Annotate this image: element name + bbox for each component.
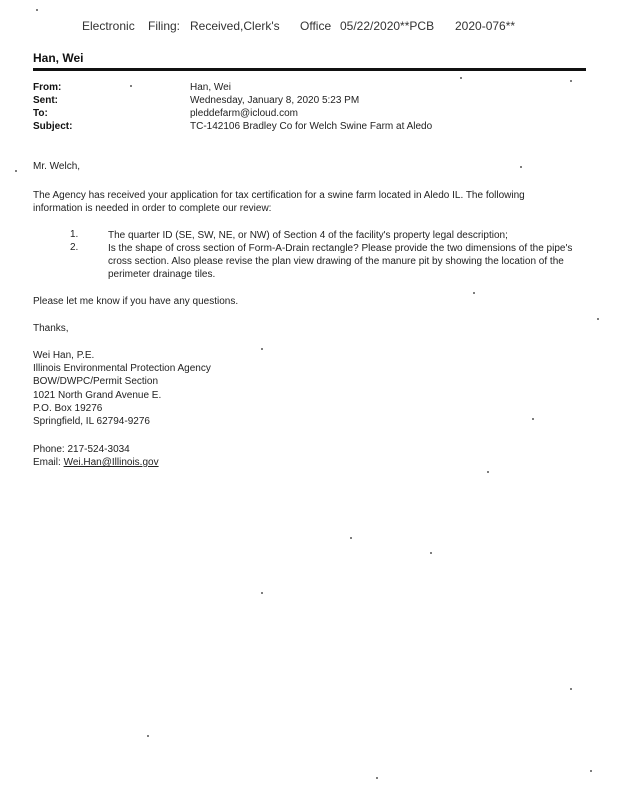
sender-name: Han, Wei (33, 51, 84, 65)
signature-city: Springfield, IL 62794-9276 (33, 416, 150, 427)
scan-speck (487, 471, 489, 473)
scan-speck (376, 777, 378, 779)
sent-value: Wednesday, January 8, 2020 5:23 PM (190, 95, 360, 106)
subject-value: TC-142106 Bradley Co for Welch Swine Farm at Aledo (190, 121, 433, 132)
closing-line: Please let me know if you have any questions. (33, 296, 239, 307)
greeting: Mr. Welch, (33, 161, 81, 172)
filing-office: Office (300, 19, 332, 33)
thanks-line: Thanks, (33, 323, 69, 334)
scan-speck (597, 318, 599, 320)
scan-speck (147, 735, 149, 737)
to-value: pleddefarm@icloud.com (190, 108, 298, 119)
filing-number: 2020-076** (455, 19, 516, 33)
filing-electronic: Electronic (82, 19, 135, 33)
signature-name: Wei Han, P.E. (33, 350, 95, 361)
scan-speck (350, 537, 352, 539)
header-rule (33, 68, 586, 71)
list-item-number: 1. (70, 229, 79, 240)
subject-label: Subject: (33, 121, 73, 132)
from-value: Han, Wei (190, 82, 231, 93)
filing-filing: Filing: (148, 19, 181, 33)
filing-received: Received,Clerk's (190, 19, 280, 33)
list-item: Is the shape of cross section of Form-A-Drain rectangle? Please provide the two dimensions of the pipe's cross section. Also please revise the plan view drawing of the manure pit by showing the location of the perimeter drainage tiles. (108, 243, 573, 280)
email-label: Email: (33, 457, 61, 468)
scan-speck (570, 80, 572, 82)
list-item-number: 2. (70, 242, 79, 253)
scan-speck (430, 552, 432, 554)
intro-paragraph: The Agency has received your application for tax certification for a swine farm located in Aledo IL. The following information is needed in order to complete our review: (33, 190, 525, 214)
scan-speck (532, 418, 534, 420)
scan-speck (590, 770, 592, 772)
scan-speck (520, 166, 522, 168)
to-label: To: (33, 108, 48, 119)
signature-phone: Phone: 217-524-3034 (33, 444, 130, 455)
scan-speck (261, 592, 263, 594)
scan-speck (460, 77, 462, 79)
scan-speck (130, 85, 132, 87)
signature-pobox: P.O. Box 19276 (33, 403, 103, 414)
signature-dept: BOW/DWPC/Permit Section (33, 376, 159, 387)
signature-email-line (33, 456, 159, 469)
signature-street: 1021 North Grand Avenue E. (33, 390, 162, 401)
signature-org: Illinois Environmental Protection Agency (33, 363, 211, 374)
scan-speck (15, 170, 17, 172)
list-item: The quarter ID (SE, SW, NE, or NW) of Section 4 of the facility's property legal description; (108, 230, 508, 241)
sent-label: Sent: (33, 95, 58, 106)
filing-date: 05/22/2020**PCB (340, 19, 435, 33)
scan-speck (36, 9, 38, 11)
scan-speck (261, 348, 263, 350)
email-link[interactable]: Wei.Han@Illinois.gov (63, 457, 159, 468)
from-label: From: (33, 82, 62, 93)
scan-speck (570, 688, 572, 690)
scan-speck (473, 292, 475, 294)
